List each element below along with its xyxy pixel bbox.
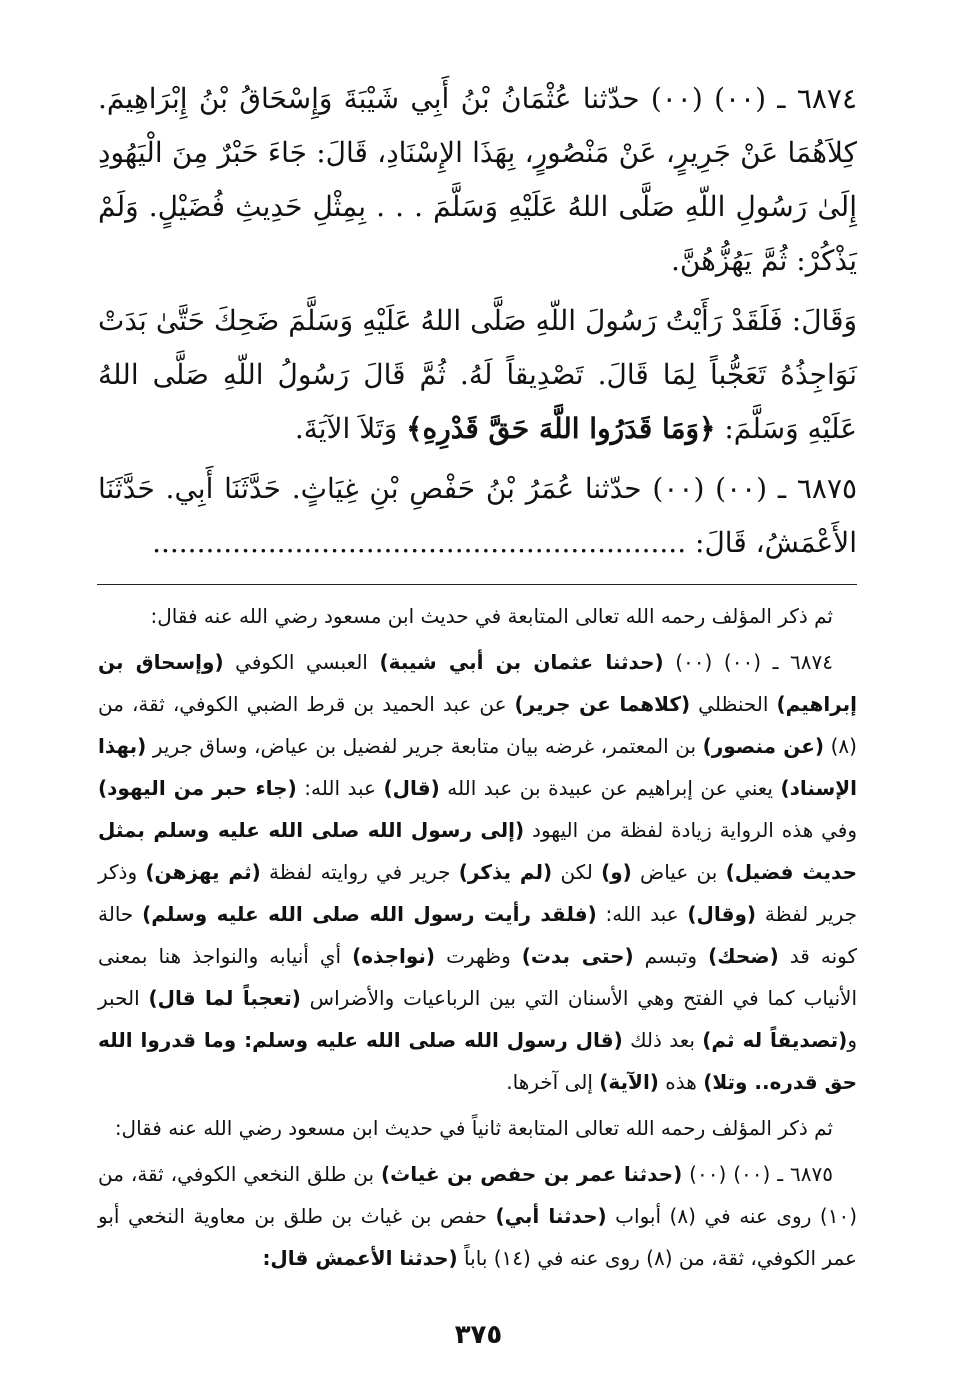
comm-bold: (وإسحاق بن إبراهيم) [98,650,857,716]
comm-bold: (نواجذه) [352,944,436,968]
comm-text: الحبر و [98,986,857,1052]
hadith-text: حدّثنا عُثْمَانُ بْنُ أَبِي شَيْبَةَ وَإِسْحَاقُ بْنُ إِبْرَاهِيمَ. كِلاَهُمَا عَنْ جَرِيرٍ، عَنْ مَنْصُورٍ، بِهَذَا الإِسْنَادِ، قَالَ: جَاءَ حَبْرٌ مِنَ الْيَهُودِ إِلَىٰ رَسُولِ اللّهِ صَلَّى اللهُ عَلَيْهِ وَسَلَّمَ . . . بِمِثْلِ حَدِيثِ فُضَيْلٍ. وَلَمْ يَذْكُرْ: ثُمَّ يَهُزُّهُنَّ. [98,82,857,277]
comm-bold: (إلى رسول الله صلى الله عليه وسلم بمثل حديث فضيل) [98,818,858,884]
comm-text: ٦٨٧٥ ـ (٠٠) (٠٠) [682,1162,833,1186]
comm-bold: (لم يذكر) [458,860,553,884]
comm-text: جرير في روايته لفظة [260,860,459,884]
comm-text: حفص بن غياث بن طلق بن معاوية النخعي أبو عمر الكوفي، ثقة، من (٨) روى عنه في (١٤) باباً [98,1204,857,1270]
ellipsis-dots: ............................................................ [152,526,687,559]
comm-text: بن طلق النخعي الكوفي، ثقة، من (١٠) روى عنه في (٨) أبواب [98,1162,858,1228]
comm-bold: (وقال) [687,902,757,926]
comm-text: أي أنيابه والنواجذ هنا بمعنى الأنياب كما في الفتح وهي الأسنان التي بين الرباعيات والأضراس [98,944,857,1010]
commentary-6875 [98,1153,857,1279]
comm-text: بن المعتمر، غرضه بيان متابعة جرير لفضيل بن عياض، وساق جرير [146,734,703,758]
comm-bold: (تعجباً لما قال) [148,986,301,1010]
footnote-divider [97,584,857,585]
comm-bold: (تصديقاً له ثم) [702,1028,848,1052]
comm-text: الحنظلي [690,692,777,716]
comm-bold: (حدثنا أبي) [495,1204,607,1228]
comm-text: هذه [658,1070,704,1094]
comm-bold: (جاء حبر من اليهود) [98,776,297,800]
commentary-6874 [98,641,857,1103]
comm-text: يعني عن إبراهيم عن عبيدة بن عبد الله [439,776,781,800]
comm-bold: (حدثنا عمر بن حفص بن غياث) [381,1162,683,1186]
hadith-6875 [98,462,857,570]
comm-bold: (حدثنا الأعمش قال: [262,1246,458,1270]
comm-bold: (قال رسول الله صلى الله عليه وسلم: وما قدروا الله حق قدره.. وتلا) [98,1028,857,1094]
comm-text: عبد الله: [296,776,384,800]
comm-text: ٦٨٧٤ ـ (٠٠) (٠٠) [675,650,833,674]
hadith-6874-continued [98,294,857,456]
comm-bold: (حتى بدت) [521,944,634,968]
comm-text: العبسي الكوفي [223,650,380,674]
hadith-text: وَقَالَ: فَلَقَدْ رَأَيْتُ رَسُولَ اللّهِ صَلَّى اللهُ عَلَيْهِ وَسَلَّمَ ضَحِكَ حَتَّىٰ بَدَتْ نَوَاجِذُهُ تَعَجُّباً لِمَا قَالَ. تَصْدِيقاً لَهُ. ثُمَّ قَالَ رَسُولُ اللّهِ صَلَّى اللهُ عَلَيْهِ وَسَلَّمَ: [98,304,857,445]
comm-text: حالة كونه قد [98,902,858,968]
comm-bold: (ثم يهزهن) [145,860,261,884]
comm-text: وفي هذه الرواية زيادة لفظة من اليهود [524,818,857,842]
comm-text: إلى آخرها. [506,1070,600,1094]
commentary-intro-2: ثم ذكر المؤلف رحمه الله تعالى المتابعة ثانياً في حديث ابن مسعود رضي الله عنه فقال: [114,1116,833,1140]
hadith-text-tail: وَتَلاَ الآيَةَ. [294,412,398,445]
comm-text: وظهرت [435,944,522,968]
comm-text: بعد ذلك [622,1028,703,1052]
comm-bold: (عن منصور) [702,734,825,758]
comm-bold: (كلاهما عن جرير) [514,692,691,716]
comm-text: لكن [552,860,602,884]
comm-text: وذكر جرير لفظة [98,860,857,926]
comm-text: عبد الله: [596,902,688,926]
comm-bold: (و) [601,860,632,884]
comm-bold: (بهذا الإسناد) [98,734,858,800]
hadith-6874 [98,72,857,288]
comm-bold: (قال) [383,776,440,800]
hadith-text: حدّثنا عُمَرُ بْنُ حَفْصِ بْنِ غِيَاثٍ. حَدَّثَنَا أَبِي. حَدَّثَنَا الأَعْمَشُ، قَالَ: [98,472,857,559]
comm-text: عن عبد الحميد بن قرط الضبي الكوفي، ثقة، من (٨) [98,692,857,758]
page-number: ٣٧٥ [454,1320,503,1350]
comm-bold: (الآية) [599,1070,659,1094]
hadith-number: ٦٨٧٥ ـ (٠٠) (٠٠) [652,472,858,505]
comm-bold: (فلقد رأيت رسول الله صلى الله عليه وسلم) [142,902,597,926]
comm-bold: (حدثنا عثمان بن أبي شيبة) [379,650,664,674]
comm-text: وتبسم [633,944,709,968]
comm-text: بن عياض [631,860,726,884]
quran-verse: ﴿وَمَا قَدَرُوا اللَّهَ حَقَّ قَدْرِهِ﴾ [406,412,716,445]
comm-bold: (ضحك) [708,944,779,968]
commentary-intro-1: ثم ذكر المؤلف رحمه الله تعالى المتابعة في حديث ابن مسعود رضي الله عنه فقال: [150,604,833,628]
hadith-number: ٦٨٧٤ ـ (٠٠) (٠٠) [650,82,857,115]
